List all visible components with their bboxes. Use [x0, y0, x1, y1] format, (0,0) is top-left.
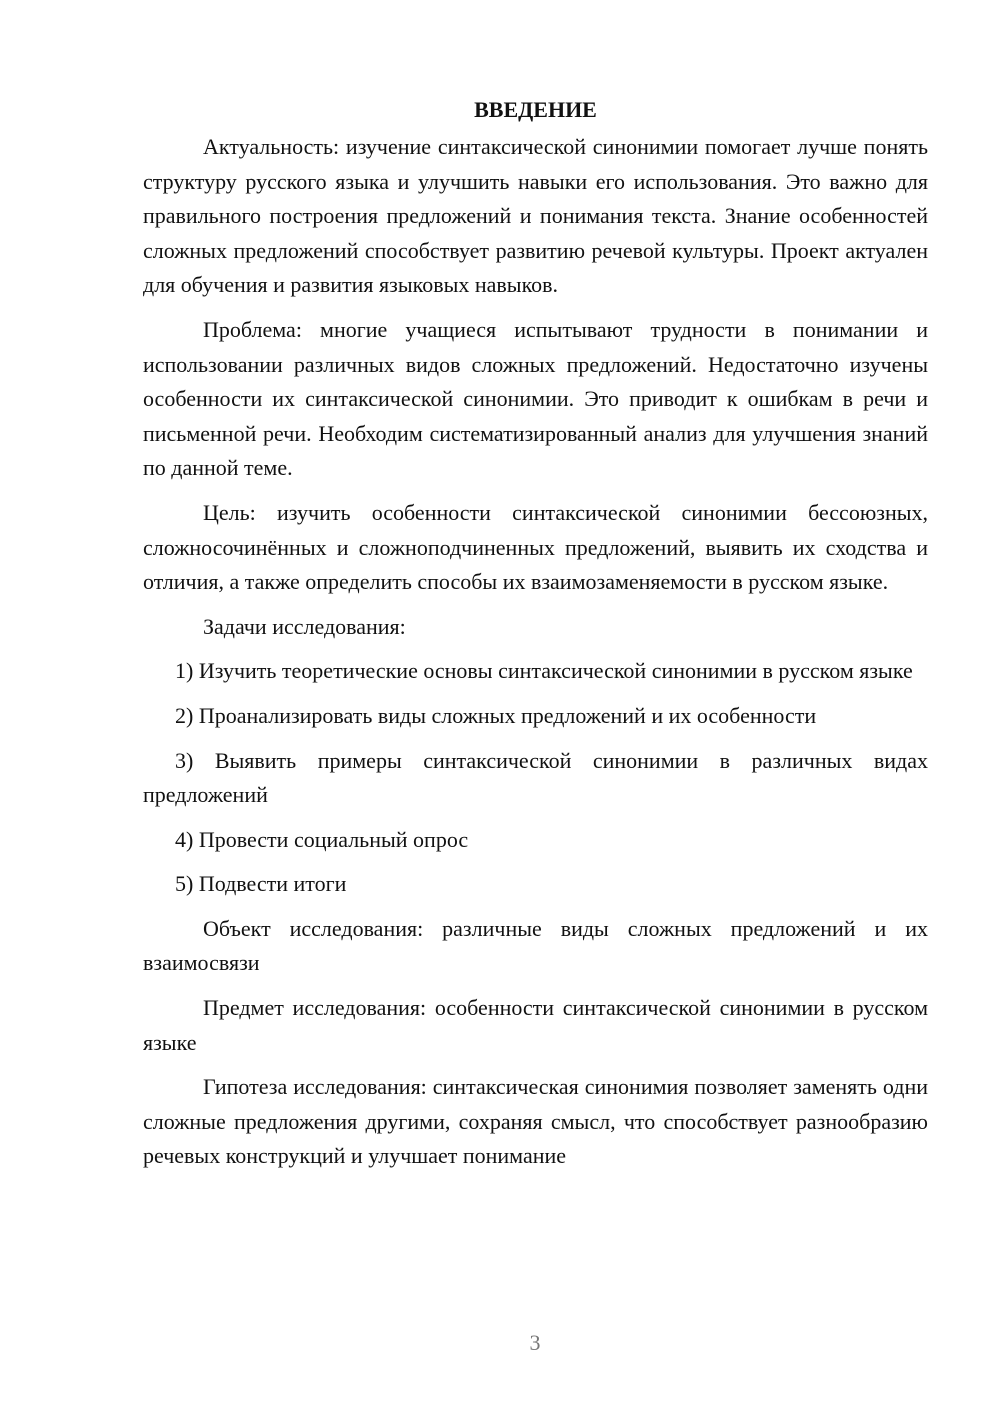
paragraph-hypothesis: Гипотеза исследования: синтаксическая синонимия позволяет заменять одни сложные предложения другими, сохраняя смысл, что способствует разнообразию речевых конструкций и улучшает понимание: [143, 1074, 928, 1169]
paragraph-relevance: Актуальность: изучение синтаксической синонимии помогает лучше понять структуру русского языка и улучшить навыки его использования. Это важно для правильного построения предложений и понимания текста. Знание особенностей сложных предложений способствует развитию речевой культуры. Проект актуален для обучения и развития языковых навыков.: [143, 134, 928, 298]
task-item-5: 5) Подвести итоги: [175, 871, 347, 897]
section-title: ВВЕДЕНИЕ: [474, 97, 597, 122]
task-item-4: 4) Провести социальный опрос: [175, 826, 469, 852]
page-number: 3: [529, 1330, 541, 1355]
task-item-2: 2) Проанализировать виды сложных предложений и их особенности: [175, 702, 817, 728]
paragraph-problem: Проблема: многие учащиеся испытывают трудности в понимании и использовании различных видов сложных предложений. Недостаточно изучены особенности их синтаксической синонимии. Это приводит к ошибкам в речи и письменной речи. Необходим систематизированный анализ для улучшения знаний по данной теме.: [143, 316, 928, 481]
tasks-heading: Задачи исследования:: [203, 613, 406, 639]
paragraph-subject: Предмет исследования: особенности синтаксической синонимии в русском языке: [143, 995, 928, 1055]
paragraph-goal: Цель: изучить особенности синтаксической синонимии бессоюзных, сложносочинённых и сложноподчиненных предложений, выявить их сходства и отличия, а также определить способы их взаимозаменяемости в русском языке.: [143, 499, 928, 595]
page-body: [143, 92, 928, 1184]
paragraph-object: Объект исследования: различные виды сложных предложений и их взаимосвязи: [143, 915, 928, 976]
task-item-3: 3) Выявить примеры синтаксической синонимии в различных видах предложений: [143, 747, 928, 808]
task-item-1: 1) Изучить теоретические основы синтаксической синонимии в русском языке: [175, 658, 913, 684]
